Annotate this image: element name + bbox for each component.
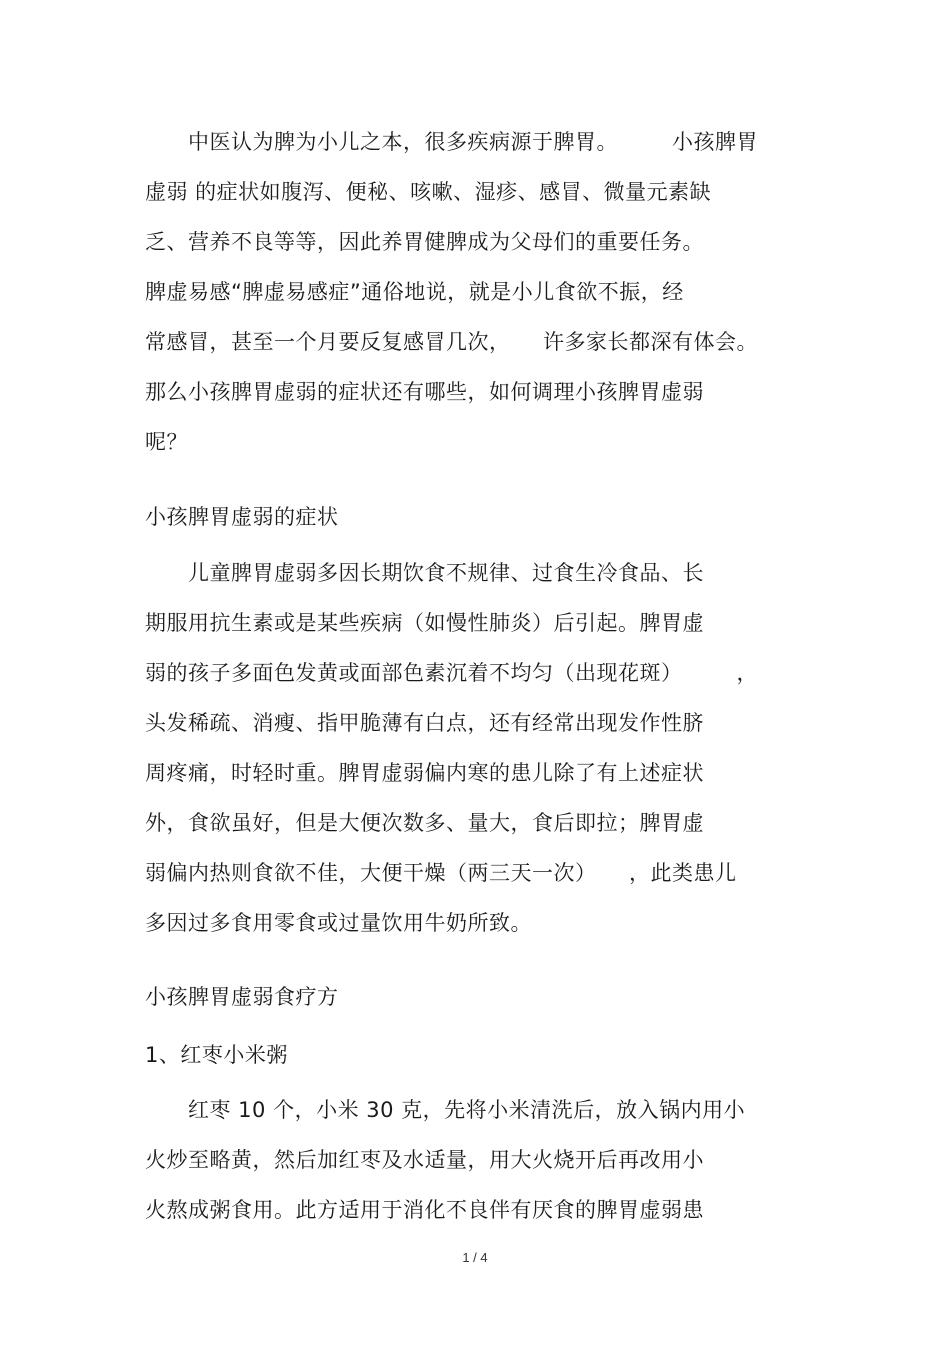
paragraph-1-line-1: 中医认为脾为小儿之本，很多疾病源于脾胃。 小孩脾胃 — [145, 130, 758, 154]
paragraph-2-line-2: 期服用抗生素或是某些疾病（如慢性肺炎）后引起。脾胃虚 — [145, 611, 704, 635]
section-heading-symptoms: 小孩脾胃虚弱的症状 — [145, 505, 339, 529]
paragraph-1-line-3: 乏、营养不良等等，因此养胃健脾成为父母们的重要任务。 — [145, 230, 704, 254]
paragraph-2-line-6: 外，食欲虽好，但是大便次数多、量大，食后即拉；脾胃虚 — [145, 811, 704, 835]
paragraph-3-line-1: 红枣 10 个，小米 30 克，先将小米清洗后，放入锅内用小 — [145, 1098, 746, 1122]
paragraph-2-line-8: 多因过多食用零食或过量饮用牛奶所致。 — [145, 911, 532, 935]
paragraph-2-line-4: 头发稀疏、消瘦、指甲脆薄有白点，还有经常出现发作性脐 — [145, 711, 704, 735]
paragraph-1-line-6: 那么小孩脾胃虚弱的症状还有哪些，如何调理小孩脾胃虚弱 — [145, 380, 704, 404]
section-heading-diet-therapy: 小孩脾胃虚弱食疗方 — [145, 985, 339, 1009]
paragraph-2-line-5: 周疼痛，时轻时重。脾胃虚弱偏内寒的患儿除了有上述症状 — [145, 761, 704, 785]
paragraph-1-line-2: 虚弱 的症状如腹泻、便秘、咳嗽、湿疹、感冒、微量元素缺 — [145, 180, 712, 204]
page-number: 1 / 4 — [462, 1250, 488, 1265]
paragraph-2-line-3: 弱的孩子多面色发黄或面部色素沉着不均匀（出现花斑） ， — [145, 661, 758, 685]
recipe-heading-1: 1、红枣小米粥 — [145, 1043, 288, 1067]
paragraph-3-line-2: 火炒至略黄，然后加红枣及水适量，用大火烧开后再改用小 — [145, 1148, 704, 1172]
paragraph-3-line-3: 火熬成粥食用。此方适用于消化不良伴有厌食的脾胃虚弱患 — [145, 1198, 704, 1222]
paragraph-2-line-7: 弱偏内热则食欲不佳，大便干燥（两三天一次） ，此类患儿 — [145, 861, 737, 885]
paragraph-1-line-5: 常感冒，甚至一个月要反复感冒几次， 许多家长都深有体会。 — [145, 330, 758, 354]
paragraph-1-line-7: 呢？ — [145, 430, 188, 454]
paragraph-2-line-1: 儿童脾胃虚弱多因长期饮食不规律、过食生冷食品、长 — [145, 561, 704, 585]
paragraph-1-line-4: 脾虚易感“脾虚易感症”通俗地说，就是小儿食欲不振，经 — [145, 280, 684, 304]
